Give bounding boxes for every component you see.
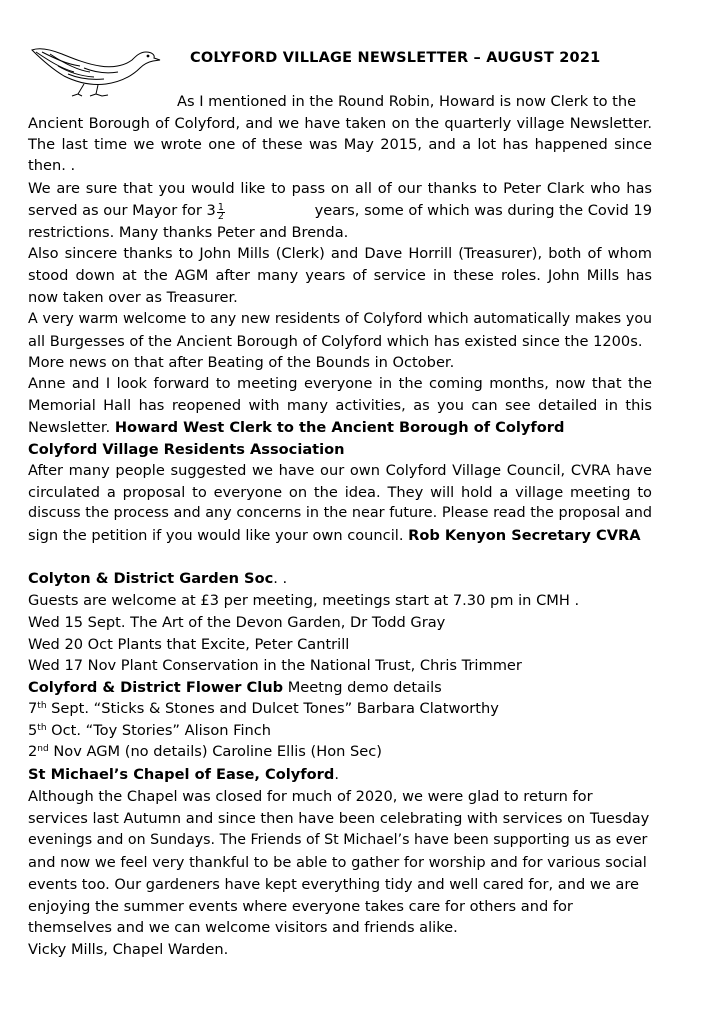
chapel-line: themselves and we can welcome visitors and friends alike. [28,919,458,936]
chapel-signoff: Vicky Mills, Chapel Warden. [28,941,229,958]
intro-line: stood down at the AGM after many years of service in these roles. John Mills has [28,267,652,284]
flower-event: 5th Oct. “Toy Stories” Alison Finch [28,722,272,739]
signature-rob-kenyon: Rob Kenyon Secretary CVRA [408,527,641,544]
garden-line: Guests are welcome at £3 per meeting, meetings start at 7.30 pm in CMH . [28,592,580,609]
mayor-line-start: served as our Mayor for 3 $\frac{1}{2}$ [28,202,224,222]
flower-event: 2nd Nov AGM (no details) Caroline Ellis (Hon Sec) [28,743,382,760]
section-heading-chapel: St Michael’s Chapel of Ease, Colyford. [28,766,339,783]
intro-line: all Burgesses of the Ancient Borough of Colyford which has existed since the 1200s. [28,333,643,350]
chapel-line: Although the Chapel was closed for much of 2020, we were glad to return for [28,788,593,805]
chapel-line: and now we feel very thankful to be able to gather for worship and for various social [28,854,647,871]
cvra-line: discuss the process and any concerns in the near future. Please read the proposal and [28,505,652,521]
cvra-line: After many people suggested we have our own Colyford Village Council, CVRA have [28,462,652,479]
chapel-line: evenings and on Sundays. The Friends of St Michael’s have been supporting us as ever [28,832,648,848]
intro-line: Anne and I look forward to meeting everyone in the coming months, now that the [28,375,652,392]
mayor-line-end: years, some of which was during the Covid 19 [314,202,652,219]
intro-line: The last time we wrote one of these was May 2015, and a lot has happened since [28,136,652,153]
cvra-signoff: sign the petition if you would like your own council. Rob Kenyon Secretary CVRA [28,527,641,544]
intro-line: restrictions. Many thanks Peter and Brenda. [28,224,349,241]
section-heading-garden: Colyton & District Garden Soc. . [28,570,288,587]
intro-line: More news on that after Beating of the Bounds in October. [28,354,455,371]
intro-line: Also sincere thanks to John Mills (Clerk) and Dave Horrill (Treasurer), both of whom [28,245,652,262]
intro-line: As I mentioned in the Round Robin, Howard is now Clerk to the [177,93,637,110]
garden-event: Wed 20 Oct Plants that Excite, Peter Cantrill [28,636,350,653]
section-heading-cvra: Colyford Village Residents Association [28,441,345,458]
intro-line: We are sure that you would like to pass on all of our thanks to Peter Clark who has [28,180,652,197]
signature-howard-west: Howard West Clerk to the Ancient Borough of Colyford [114,419,565,436]
flower-event: 7th Sept. “Sticks & Stones and Dulcet Tones” Barbara Clatworthy [28,700,499,717]
mayor-line [28,200,652,221]
chapel-line: enjoying the summer events where everyone takes care for others and for [28,898,573,915]
chapel-line: services last Autumn and since then have been celebrating with services on Tuesday [28,810,650,827]
garden-event: Wed 15 Sept. The Art of the Devon Garden, Dr Todd Gray [28,614,446,631]
goose-logo-icon [28,44,162,98]
newsletter-title: COLYFORD VILLAGE NEWSLETTER – AUGUST 2021 [190,50,601,66]
intro-line: then. . [28,157,76,174]
chapel-line: events too. Our gardeners have kept everything tidy and well cared for, and we are [28,876,640,893]
fraction-half: $\frac{1}{2}$ [217,202,224,222]
intro-line: Memorial Hall has reopened with many activities, as you can see detailed in this [28,397,652,414]
intro-signoff: Newsletter. Howard West Clerk to the Ancient Borough of Colyford [28,419,565,436]
intro-line: Ancient Borough of Colyford, and we have taken on the quarterly village Newsletter. [28,115,652,132]
intro-line: now taken over as Treasurer. [28,289,238,306]
cvra-line: circulated a proposal to everyone on the idea. They will hold a village meeting to [28,484,652,501]
garden-event: Wed 17 Nov Plant Conservation in the National Trust, Chris Trimmer [28,657,522,674]
section-heading-flower: Colyford & District Flower Club Meetng demo details [28,679,442,696]
intro-line: A very warm welcome to any new residents of Colyford which automatically makes you [28,311,652,327]
